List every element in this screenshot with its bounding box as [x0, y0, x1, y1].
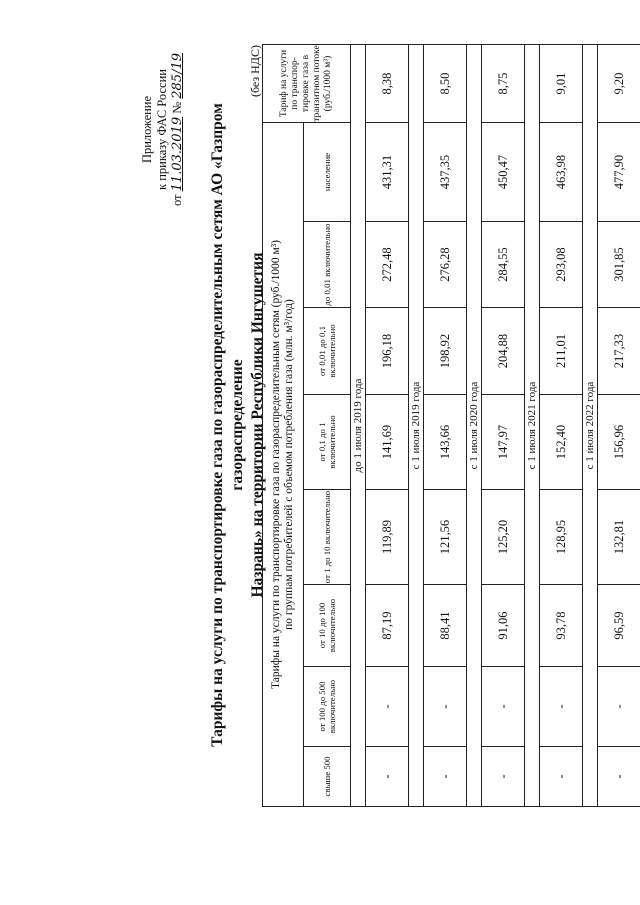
period-label: с 1 июля 2022 года [583, 45, 598, 807]
order-number-sign: № [170, 101, 184, 114]
tariff-cell: 477,90 [598, 123, 640, 222]
column-header: свыше 500 [304, 747, 351, 807]
tariff-cell: 276,28 [424, 222, 467, 308]
tariff-cell: 198,92 [424, 308, 467, 395]
tariff-cell: - [424, 747, 467, 807]
column-header: от 0,01 до 0,1 включительно [304, 308, 351, 395]
tariff-cell: 87,19 [366, 585, 409, 667]
vat-note: (без НДС) [248, 45, 262, 98]
column-header: от 100 до 500 включительно [304, 667, 351, 747]
tariff-cell: 450,47 [482, 123, 525, 222]
tariff-cell: 196,18 [366, 308, 409, 395]
tariff-cell: 156,96 [598, 395, 640, 490]
transit-tariff-cell: 8,75 [482, 45, 525, 123]
tariff-cell: - [598, 667, 640, 747]
tariff-cell: 96,59 [598, 585, 640, 667]
period-row [525, 45, 540, 807]
appendix-stamp [140, 12, 185, 247]
tariff-cell: 119,89 [366, 490, 409, 585]
column-header: до 0,01 включительно [304, 222, 351, 308]
order-date-prefix: от [170, 194, 184, 207]
table-row [366, 45, 409, 807]
period-label: с 1 июля 2020 года [467, 45, 482, 807]
transit-tariff-cell: 8,50 [424, 45, 467, 123]
title-line-2: Назрань» на территории Республики Ингушетия [249, 252, 266, 598]
period-label: до 1 июля 2019 года [351, 45, 366, 807]
tariff-cell: - [540, 667, 583, 747]
tariff-cell: - [598, 747, 640, 807]
tariff-cell: 204,88 [482, 308, 525, 395]
tariff-cell: - [482, 667, 525, 747]
tariff-cell: 91,06 [482, 585, 525, 667]
tariff-cell: 211,01 [540, 308, 583, 395]
tariff-cell: - [366, 747, 409, 807]
column-header: от 10 до 100 включительно [304, 585, 351, 667]
tariff-cell: 141,69 [366, 395, 409, 490]
table-row [598, 45, 640, 807]
period-row [467, 45, 482, 807]
appendix-label: Приложение [140, 95, 154, 164]
tariff-cell: 301,85 [598, 222, 640, 308]
tariff-table [262, 44, 640, 807]
title-line-1: Тарифы на услуги по транспортировке газа по газораспределительным сетям АО «Газпром газораспределение [209, 103, 246, 747]
tariff-cell: - [540, 747, 583, 807]
period-row [409, 45, 424, 807]
tariff-cell: 147,97 [482, 395, 525, 490]
transit-tariff-cell: 9,01 [540, 45, 583, 123]
period-label: с 1 июля 2019 года [409, 45, 424, 807]
tariff-cell: 128,95 [540, 490, 583, 585]
appendix-order-ref: к приказу ФАС России [155, 69, 169, 190]
transit-header: Тариф на услуги по транспор-тировке газа в транзитном потоке (руб./1000 м³) [263, 45, 351, 123]
tariff-cell: 272,48 [366, 222, 409, 308]
period-row [351, 45, 366, 807]
group-header-line-1: Тарифы на услуги по транспортировке газа по газораспределительным сетям (руб./1000 м³) [270, 240, 282, 689]
appendix-order-line [170, 12, 185, 247]
tariff-cell: 143,66 [424, 395, 467, 490]
tariff-cell: 217,33 [598, 308, 640, 395]
column-header: население [304, 123, 351, 222]
tariff-cell: - [366, 667, 409, 747]
transit-tariff-cell: 8,38 [366, 45, 409, 123]
period-label: с 1 июля 2021 года [525, 45, 540, 807]
tariff-cell: 293,08 [540, 222, 583, 308]
tariff-cell: 132,81 [598, 490, 640, 585]
table-row [424, 45, 467, 807]
table-row [540, 45, 583, 807]
order-date: 11.03.2019 [170, 116, 185, 192]
group-header [263, 123, 304, 807]
tariff-cell: 93,78 [540, 585, 583, 667]
tariff-cell: - [482, 747, 525, 807]
tariff-cell: 88,41 [424, 585, 467, 667]
period-row [583, 45, 598, 807]
tariff-cell: 121,56 [424, 490, 467, 585]
tariff-cell: 284,55 [482, 222, 525, 308]
group-header-line-2: по группам потребителей с объемом потребления газа (млн. м³/год) [283, 299, 295, 630]
column-header: от 1 до 10 включительно [304, 490, 351, 585]
table-row [482, 45, 525, 807]
column-header-row [304, 45, 351, 807]
tariff-cell: 152,40 [540, 395, 583, 490]
order-number: 285/19 [170, 52, 185, 99]
tariff-cell: 437,35 [424, 123, 467, 222]
tariff-cell: - [424, 667, 467, 747]
tariff-cell: 125,20 [482, 490, 525, 585]
transit-tariff-cell: 9,20 [598, 45, 640, 123]
tariff-cell: 463,98 [540, 123, 583, 222]
column-header: от 0,1 до 1 включительно [304, 395, 351, 490]
tariff-cell: 431,31 [366, 123, 409, 222]
